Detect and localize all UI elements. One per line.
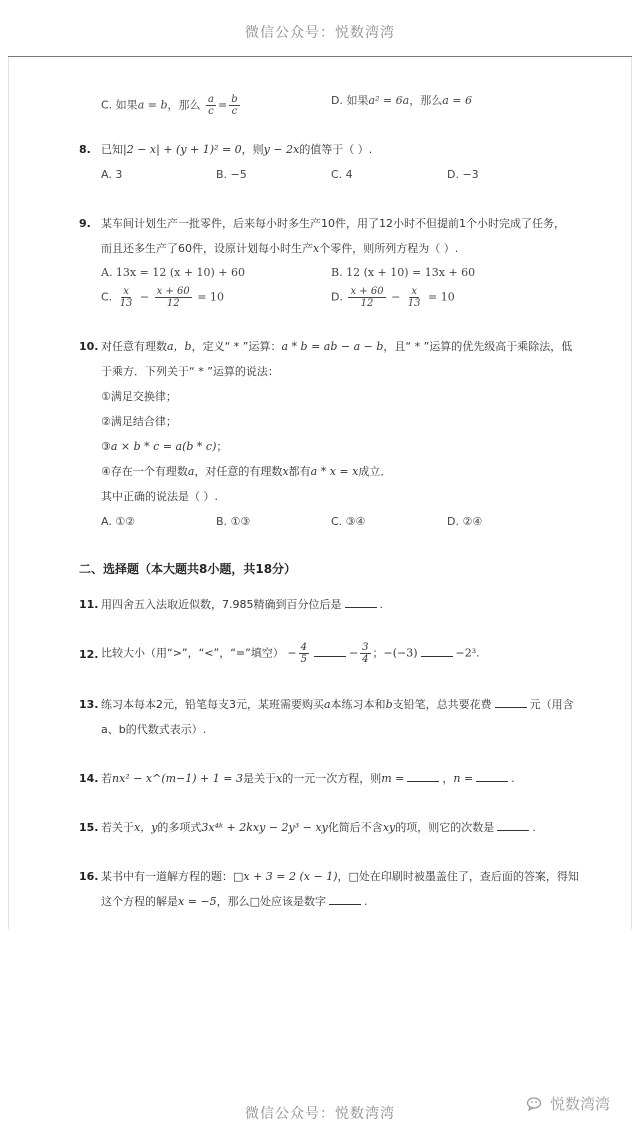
q10-number: 10.	[79, 340, 99, 353]
watermark	[526, 1093, 610, 1114]
q9-line2	[101, 242, 458, 256]
q15-text-d: 的项，则它的次数是	[395, 821, 495, 834]
frac-denominator: c	[231, 106, 238, 117]
frac-numerator: x + 60	[156, 286, 190, 297]
q7-option-d-result: a = 6	[442, 94, 472, 107]
wechat-icon	[526, 1096, 546, 1112]
q11-answer-blank[interactable]	[345, 598, 377, 608]
q12-neg-1: −	[287, 646, 297, 660]
q12-answer-blank-2[interactable]	[421, 647, 453, 657]
q10-option-d[interactable]: D. ②④	[447, 515, 483, 528]
right-border	[631, 57, 632, 929]
q10-item4-d: 成立．	[358, 465, 392, 478]
q15-answer-blank[interactable]	[497, 821, 529, 831]
q9-option-c-label: C.	[101, 290, 113, 304]
q9-option-c-minus: −	[139, 290, 150, 304]
q12-expr-1: −(−3)	[383, 646, 418, 660]
q8-option-a[interactable]: A. 3	[101, 168, 123, 181]
q8-stem-b: ，则	[241, 143, 264, 156]
q9-line2-a: 而且还多生产了60件，设原计划每小时生产	[101, 242, 313, 255]
q14-number: 14.	[79, 772, 99, 785]
q12-frac-2	[360, 642, 370, 665]
q7-option-c-frac-left	[206, 94, 216, 117]
q9-option-d-label: D.	[331, 290, 343, 304]
q10-line1-a: 对任意有理数	[101, 340, 167, 353]
q16-line2-math: x = −5	[178, 895, 217, 908]
q14-end: .	[511, 772, 515, 785]
frac-denominator: 13	[119, 298, 133, 309]
q12-stem	[101, 642, 480, 665]
q14-math: nx² − x^(m−1) + 1 = 3	[112, 772, 243, 785]
q9-option-d-frac1	[348, 286, 385, 309]
q10-item4-a: ④存在一个有理数	[101, 465, 188, 478]
q16-line1-math: □x + 3 = 2 (x − 1)	[233, 870, 338, 883]
q10-option-a[interactable]: A. ①②	[101, 515, 136, 528]
q14-comma: ，	[442, 772, 454, 785]
q13-line1-b: 本练习本和	[330, 698, 386, 711]
q9-option-c-frac1	[118, 286, 135, 309]
q10-item4-var-x: x	[282, 465, 289, 478]
header-title: 微信公众号：悦数湾湾	[245, 25, 395, 41]
q9-option-d[interactable]	[331, 286, 455, 309]
q10-item3	[101, 440, 227, 454]
q10-item4	[101, 465, 391, 479]
frac-denominator: 13	[407, 298, 421, 309]
q16-line2	[101, 895, 368, 909]
q11-text: 用四舍五入法取近似数，7.985精确到百分位后是	[101, 598, 342, 611]
q9-line1: 某车间计划生产一批零件，后来每小时多生产10件，用了12小时不但提前1个小时完成了任务，	[101, 217, 565, 230]
q8-option-b[interactable]: B. −5	[216, 168, 247, 181]
q14-n-equals: n =	[453, 772, 474, 785]
q15-math: 3x⁴ᵏ + 2kxy − 2y³ − xy	[201, 821, 328, 834]
q12-number: 12.	[79, 648, 99, 661]
q10-question: 其中正确的说法是（ ）.	[101, 490, 218, 503]
q14-stem	[101, 772, 515, 786]
q12-expr-2: −2³	[455, 646, 477, 660]
q12-separator: ；	[372, 646, 384, 660]
q13-line1	[101, 698, 574, 712]
q8-stem-a: 已知	[101, 143, 123, 156]
q9-number: 9.	[79, 217, 91, 230]
q8-stem	[101, 143, 372, 157]
q13-number: 13.	[79, 698, 99, 711]
q7-option-c-equals: =	[217, 98, 228, 112]
q14-answer-blank-n[interactable]	[476, 772, 508, 782]
q7-option-c-frac-right	[229, 94, 239, 117]
q9-option-d-frac2	[406, 286, 423, 309]
q14-var: x	[275, 772, 283, 785]
q8-option-d[interactable]: D. −3	[447, 168, 479, 181]
q9-option-d-tail: = 10	[428, 290, 455, 304]
q7-option-d-mid: ，那么	[409, 94, 443, 107]
q10-item2: ②满足结合律；	[101, 415, 177, 428]
q8-option-c[interactable]: C. 4	[331, 168, 353, 181]
q7-option-c-prefix: C. 如果	[101, 98, 138, 112]
section-2-title: 二、选择题（本大题共8小题，共18分）	[79, 562, 297, 576]
q8-stem-math: |2 − x| + (y + 1)² = 0	[123, 143, 242, 156]
q9-option-b[interactable]: B. 12 (x + 10) = 13x + 60	[331, 266, 476, 279]
q10-line1-c: ，且“ * ”运算的优先级高于乘除法，低	[383, 340, 573, 353]
q9-option-c-frac2	[155, 286, 192, 309]
q11-number: 11.	[79, 598, 99, 611]
q14-text-b: 是关于	[242, 772, 276, 785]
q10-item4-c: 都有	[288, 465, 311, 478]
q16-end: .	[364, 895, 368, 908]
q13-line1-a: 练习本每本2元，铅笔每支3元，某班需要购买	[101, 698, 324, 711]
q13-answer-blank[interactable]	[495, 698, 527, 708]
q10-item4-math: a * x = x	[310, 465, 359, 478]
q10-line1-b: ，定义“ * ”运算：	[191, 340, 282, 353]
q16-line1-a: 某书中有一道解方程的题：	[101, 870, 233, 883]
q15-text-c: 化简后不含	[327, 821, 383, 834]
q9-option-c[interactable]	[101, 286, 224, 309]
frac-denominator: 12	[166, 298, 180, 309]
q7-option-c-mid: ，那么	[167, 98, 201, 112]
q9-option-d-minus: −	[391, 290, 401, 304]
frac-denominator: 12	[360, 298, 374, 309]
q15-number: 15.	[79, 821, 99, 834]
frac-numerator: a	[208, 94, 214, 105]
q15-text-b: 的多项式	[157, 821, 202, 834]
left-border	[8, 57, 9, 929]
q9-line2-b: 个零件，则所列方程为（ ）.	[319, 242, 459, 255]
q10-option-c[interactable]: C. ③④	[331, 515, 366, 528]
q7-option-d-condition: a² = 6a	[368, 94, 410, 107]
q7-option-c[interactable]	[101, 94, 242, 117]
q10-line2: 于乘方．下列关于“ * ”运算的说法：	[101, 365, 279, 378]
frac-denominator: c	[208, 106, 214, 117]
q13-var-b: b	[385, 698, 393, 711]
q14-text-c: 的一元一次方程，则	[282, 772, 382, 785]
watermark-text: 悦数湾湾	[550, 1095, 611, 1113]
q13-var-a: a	[324, 698, 331, 711]
q12-neg-2: −	[348, 646, 359, 660]
q10-item3-a: ③	[101, 440, 111, 453]
q14-answer-blank-m[interactable]	[407, 772, 439, 782]
q10-item1: ①满足交换律；	[101, 390, 177, 403]
q12-end: .	[476, 646, 480, 660]
q12-frac-1	[299, 642, 309, 665]
q7-option-c-condition: a = b	[137, 98, 168, 112]
frac-numerator: 4	[300, 642, 307, 653]
header-divider	[8, 56, 632, 57]
frac-numerator: b	[231, 94, 238, 105]
frac-numerator: 3	[362, 642, 369, 653]
q8-stem-math2: y − 2x	[263, 143, 300, 156]
q13-line2: a、b的代数式表示）.	[101, 723, 207, 736]
q16-line1	[101, 870, 579, 884]
q11-end: .	[379, 598, 383, 611]
q16-line1-b: ，□处在印刷时被墨盖住了，查后面的答案，得知	[337, 870, 579, 883]
q8-stem-c: 的值等于（ ）.	[299, 143, 373, 156]
frac-numerator: x + 60	[350, 286, 384, 297]
q13-line1-d: 元（用含	[529, 698, 574, 711]
q9-option-a[interactable]: A. 13x = 12 (x + 10) + 60	[101, 266, 246, 279]
q14-m-equals: m =	[381, 772, 405, 785]
q10-option-b[interactable]: B. ①③	[216, 515, 251, 528]
q10-item3-math: a × b * c = a(b * c)	[110, 440, 217, 453]
q10-item3-b: ；	[216, 440, 228, 453]
q16-number: 16.	[79, 870, 99, 883]
q15-end: .	[532, 821, 536, 834]
q10-item4-b: ，对任意的有理数	[194, 465, 283, 478]
frac-denominator: 4	[362, 654, 369, 665]
q10-item4-var-a: a	[187, 465, 195, 478]
q10-line1-vars: a，b	[167, 340, 192, 353]
q9-line2-var: x	[313, 242, 320, 255]
frac-denominator: 5	[300, 654, 307, 665]
q10-line1	[101, 340, 572, 354]
q8-number: 8.	[79, 143, 91, 156]
q11-stem	[101, 598, 383, 612]
q16-line2-a: 这个方程的解是	[101, 895, 178, 908]
q12-text: 比较大小（用“>”，“<”，“=”填空）	[101, 646, 284, 660]
q12-answer-blank-1[interactable]	[314, 647, 346, 657]
q15-vars: x，y	[134, 821, 158, 834]
q10-line1-def: a * b = ab − a − b	[281, 340, 384, 353]
q7-option-d[interactable]	[331, 94, 472, 108]
q16-answer-blank[interactable]	[329, 895, 361, 905]
q15-stem	[101, 821, 536, 835]
frac-numerator: x	[123, 286, 129, 297]
q7-option-d-prefix: D. 如果	[331, 94, 369, 107]
q15-xy: xy	[382, 821, 396, 834]
q9-option-c-tail: = 10	[197, 290, 224, 304]
footer-title: 微信公众号：悦数湾湾	[245, 1106, 395, 1122]
q14-text-a: 若	[101, 772, 112, 785]
frac-numerator: x	[411, 286, 417, 297]
q13-line1-c: 支铅笔，总共要花费	[392, 698, 492, 711]
q16-line2-b: ，那么□处应该是数字	[216, 895, 327, 908]
q15-text-a: 若关于	[101, 821, 134, 834]
